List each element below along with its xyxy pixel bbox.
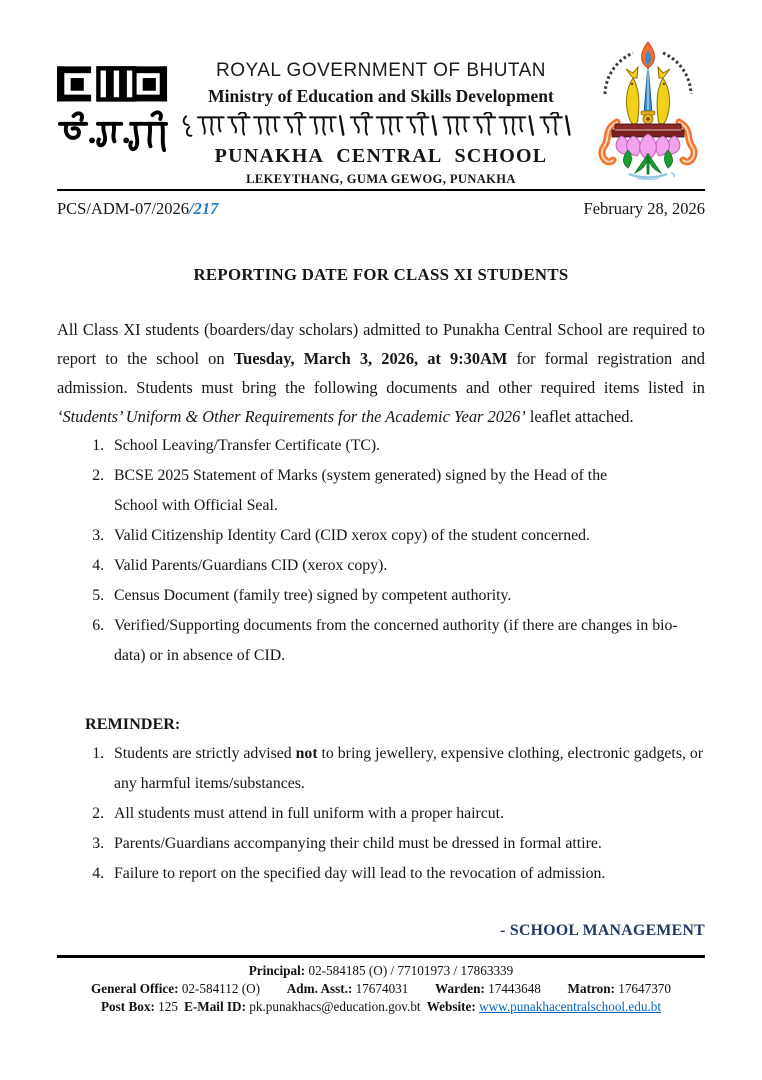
document-list-item: 3. Valid Citizenship Identity Card (CID xerox copy) of the student concerned. — [108, 521, 705, 551]
reminder-heading: REMINDER: — [85, 715, 181, 734]
footer-links-row — [57, 998, 705, 1016]
reference-serial: /217 — [189, 199, 219, 219]
sherig-logo-icon — [57, 66, 169, 169]
intro-paragraph: All Class XI students (boarders/day scholars) admitted to Punakha Central School are required to report to the school on Tuesday, March 3, 2026, at 9:30AM for formal registration and admission. Students must bring the following documents and other required items listed in ‘Students’ Uniform & Other Requirements for the Academic Year 2026’ leaflet attached. — [57, 320, 705, 427]
reporting-datetime: Tuesday, March 3, 2026, at 9:30AM — [233, 349, 508, 369]
notice-title: REPORTING DATE FOR CLASS XI STUDENTS — [193, 265, 569, 285]
document-list-item: 6. Verified/Supporting documents from the concerned authority (if there are changes in bio-data) or in absence of CID. — [108, 611, 705, 671]
footer-post-box: Post Box: 125 — [101, 999, 178, 1015]
reminder-list — [57, 739, 705, 889]
document-list-item: 1. School Leaving/Transfer Certificate (TC). — [108, 431, 705, 461]
document-list-item: 4. Valid Parents/Guardians CID (xerox copy). — [108, 551, 705, 581]
dzongkha-line — [175, 112, 587, 140]
school-name: PUNAKHA CENTRAL SCHOOL — [214, 144, 548, 167]
documents-list — [57, 431, 705, 671]
government-title: ROYAL GOVERNMENT OF BHUTAN — [215, 60, 547, 81]
footer-general-office: General Office: 02-584112 (O) — [91, 981, 261, 997]
leaflet-title: ‘Students’ Uniform & Other Requirements for the Academic Year 2026’ — [57, 407, 526, 427]
reference-row — [57, 198, 705, 220]
footer — [57, 962, 705, 1016]
footer-website: Website: www.punakhacentralschool.edu.bt — [426, 999, 661, 1015]
reminder-list-item: 1. Students are strictly advised not to bring jewellery, expensive clothing, electronic gadgets, or any harmful items/substances. — [108, 739, 705, 799]
document-list-item: 5. Census Document (family tree) signed by competent authority. — [108, 581, 705, 611]
ministry-title: Ministry of Education and Skills Development — [208, 85, 554, 106]
letter-date: February 28, 2026 — [583, 199, 705, 219]
signoff: - SCHOOL MANAGEMENT — [500, 922, 705, 940]
document-list-item: 2. BCSE 2025 Statement of Marks (system generated) signed by the Head of the School with Official Seal. — [108, 461, 653, 521]
footer-warden: Warden: 17443648 — [435, 981, 541, 997]
reminder-list-item: 2. All students must attend in full uniform with a proper haircut. — [108, 799, 705, 829]
footer-contacts-row — [57, 980, 705, 998]
footer-principal: Principal: 02-584185 (O) / 77101973 / 17863339 — [248, 963, 514, 979]
footer-adm-asst: Adm. Asst.: 17674031 — [286, 981, 409, 997]
ministry-education-logo — [57, 66, 169, 169]
school-emblem-icon — [593, 40, 703, 180]
school-emblem — [593, 40, 705, 180]
dzongkha-script-icon — [175, 112, 587, 140]
footer-email: E-Mail ID: pk.punakhacs@education.gov.bt — [184, 999, 421, 1015]
website-link[interactable]: www.punakhacentralschool.edu.bt — [479, 999, 661, 1015]
reminder-list-item: 3. Parents/Guardians accompanying their child must be dressed in formal attire. — [108, 829, 705, 859]
letterhead-center — [169, 60, 593, 186]
letterhead-divider — [57, 189, 705, 191]
footer-matron: Matron: 17647370 — [567, 981, 671, 997]
school-location: LEKEYTHANG, GUMA GEWOG, PUNAKHA — [246, 171, 516, 186]
letterhead — [57, 40, 705, 186]
reference-number: PCS/ADM-07/2026/217 — [57, 199, 219, 219]
reminder-list-item: 4. Failure to report on the specified day will lead to the revocation of admission. — [108, 859, 705, 889]
footer-divider — [57, 955, 705, 958]
